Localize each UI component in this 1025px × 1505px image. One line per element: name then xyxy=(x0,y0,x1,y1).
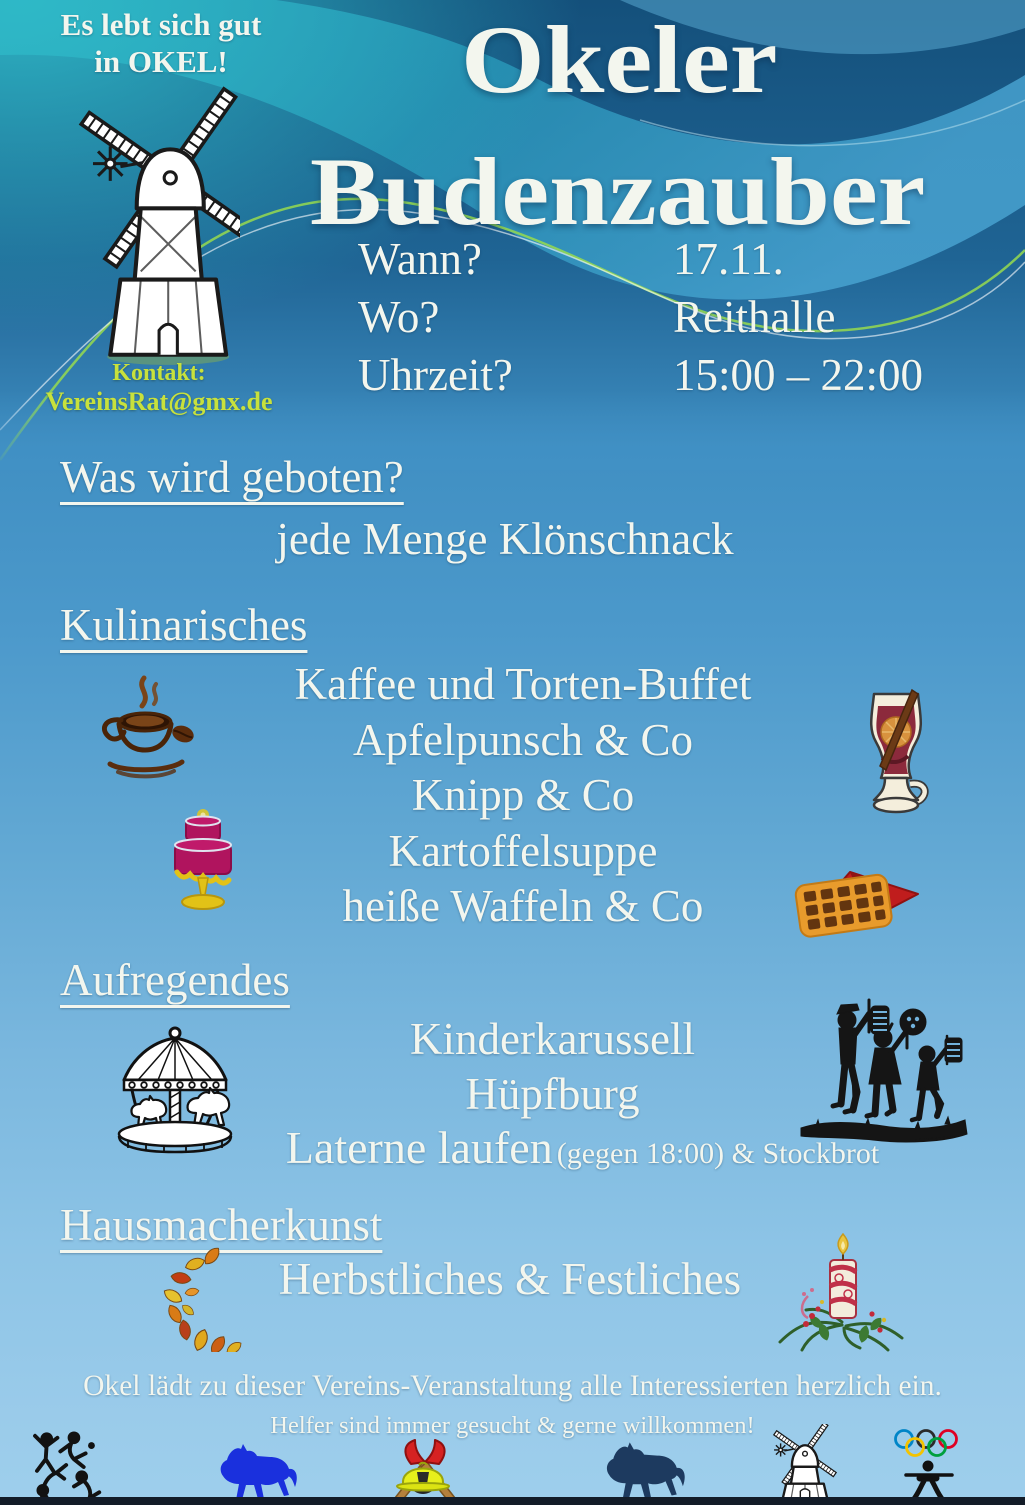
exciting-item: Hüpfburg xyxy=(465,1069,640,1119)
footer-helpers: Helfer sind immer gesucht & gerne willkommen! xyxy=(270,1412,755,1439)
slogan-line2: in OKEL! xyxy=(94,44,228,79)
lantern-children-icon xyxy=(795,992,970,1150)
event-label: Wo? xyxy=(358,292,440,342)
section-heading-exciting: Aufregendes xyxy=(60,955,290,1005)
blue-horse-icon xyxy=(210,1442,300,1504)
exciting-item: Kinderkarussell xyxy=(410,1014,695,1064)
bottom-edge-strip xyxy=(0,1497,1025,1505)
event-label: Wann? xyxy=(358,234,482,284)
event-row-wo xyxy=(358,288,923,346)
contact-email: VereinsRat@gmx.de xyxy=(45,387,273,416)
section-heading-crafts: Hausmacherkunst xyxy=(60,1200,383,1250)
footer-invitation: Okel lädt zu dieser Vereins-Veranstaltung alle Interessierten herzlich ein. xyxy=(83,1370,942,1402)
culinary-item: heiße Waffeln & Co xyxy=(342,881,704,931)
section-heading-culinary: Kulinarisches xyxy=(60,600,308,650)
event-row-wann xyxy=(358,230,923,288)
event-value: 15:00 – 22:00 xyxy=(673,350,924,400)
candle-icon xyxy=(772,1230,910,1356)
crafts-item: Herbstliches & Festliches xyxy=(278,1254,742,1304)
event-value: 17.11. xyxy=(673,234,784,284)
windmill-small-icon xyxy=(760,1424,850,1504)
slogan-line1: Es lebt sich gut xyxy=(60,7,262,42)
coffee-cup-icon xyxy=(88,672,198,792)
culinary-item: Kaffee und Torten-Buffet xyxy=(294,659,752,709)
carousel-icon xyxy=(98,1026,253,1158)
contact-block xyxy=(14,360,304,417)
fire-brigade-icon xyxy=(380,1438,470,1504)
event-row-uhrzeit xyxy=(358,346,923,404)
cake-icon xyxy=(162,806,244,914)
lantern-main: Laterne laufen xyxy=(285,1122,553,1173)
event-facts xyxy=(358,230,923,404)
section-heading-offer: Was wird geboten? xyxy=(60,452,404,502)
punch-glass-icon xyxy=(852,688,940,826)
autumn-leaves-icon xyxy=(150,1246,258,1352)
event-label: Uhrzeit? xyxy=(358,350,513,400)
lantern-note: (gegen 18:00) & Stockbrot xyxy=(556,1137,880,1170)
offer-subline: jede Menge Klönschnack xyxy=(276,514,734,564)
title-line2: Budenzauber xyxy=(309,138,926,245)
contact-label: Kontakt: xyxy=(112,360,206,386)
olympic-shooter-icon xyxy=(890,1428,968,1504)
culinary-item: Kartoffelsuppe xyxy=(388,825,658,876)
navy-horse-icon xyxy=(596,1440,688,1504)
culinary-item: Apfelpunsch & Co xyxy=(353,714,693,765)
event-value: Reithalle xyxy=(673,292,836,342)
acrobats-icon xyxy=(26,1430,118,1502)
culinary-item: Knipp & Co xyxy=(411,770,635,820)
waffle-icon xyxy=(792,858,927,940)
title-line1: Okeler xyxy=(461,6,778,113)
